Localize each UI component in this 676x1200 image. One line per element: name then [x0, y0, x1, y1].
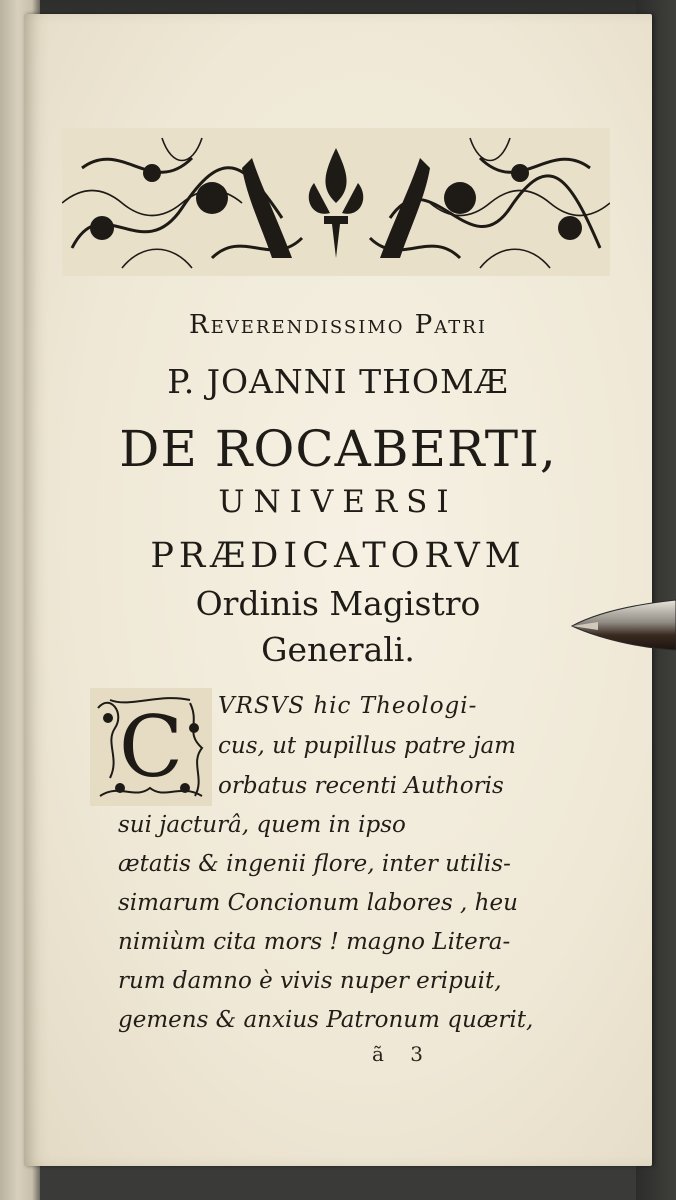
- dedication-line-4: UNIVERSI: [218, 484, 458, 520]
- body-line-5: ætatis & ingenii flore, inter utilis-: [118, 851, 511, 877]
- signature-mark: ã 3: [372, 1042, 434, 1066]
- dedication-line-1: Reverendissimo Patri: [189, 310, 487, 340]
- dedication-line-7: Generali.: [261, 630, 415, 669]
- pen-pointer: [568, 592, 676, 662]
- body-line-2: cus, ut pupillus patre jam: [218, 733, 516, 759]
- body-line-4: sui jacturâ, quem in ipso: [118, 812, 406, 838]
- dedication-line-5: PRÆDICATORVM: [150, 536, 526, 576]
- decorated-initial: [90, 688, 212, 806]
- dedication-line-6: Ordinis Magistro: [195, 584, 481, 623]
- body-line-6: simarum Concionum labores , heu: [118, 890, 518, 916]
- dedication-line-2: P. JOANNI THOMÆ: [167, 362, 509, 401]
- woodcut-headpiece-ornament: [62, 128, 610, 276]
- svg-text:C: C: [118, 698, 184, 796]
- body-line-3: orbatus recenti Authoris: [218, 773, 504, 799]
- body-line-7: nimiùm cita mors ! magno Litera-: [118, 929, 511, 955]
- body-line-8: rum damno è vivis nuper eripuit,: [118, 968, 502, 994]
- dedication-recipient-surname: DE ROCABERTI,: [119, 420, 557, 478]
- body-line-9: gemens & anxius Patronum quærit,: [118, 1007, 534, 1033]
- body-line-1: VRSVS hic Theologi-: [218, 693, 478, 719]
